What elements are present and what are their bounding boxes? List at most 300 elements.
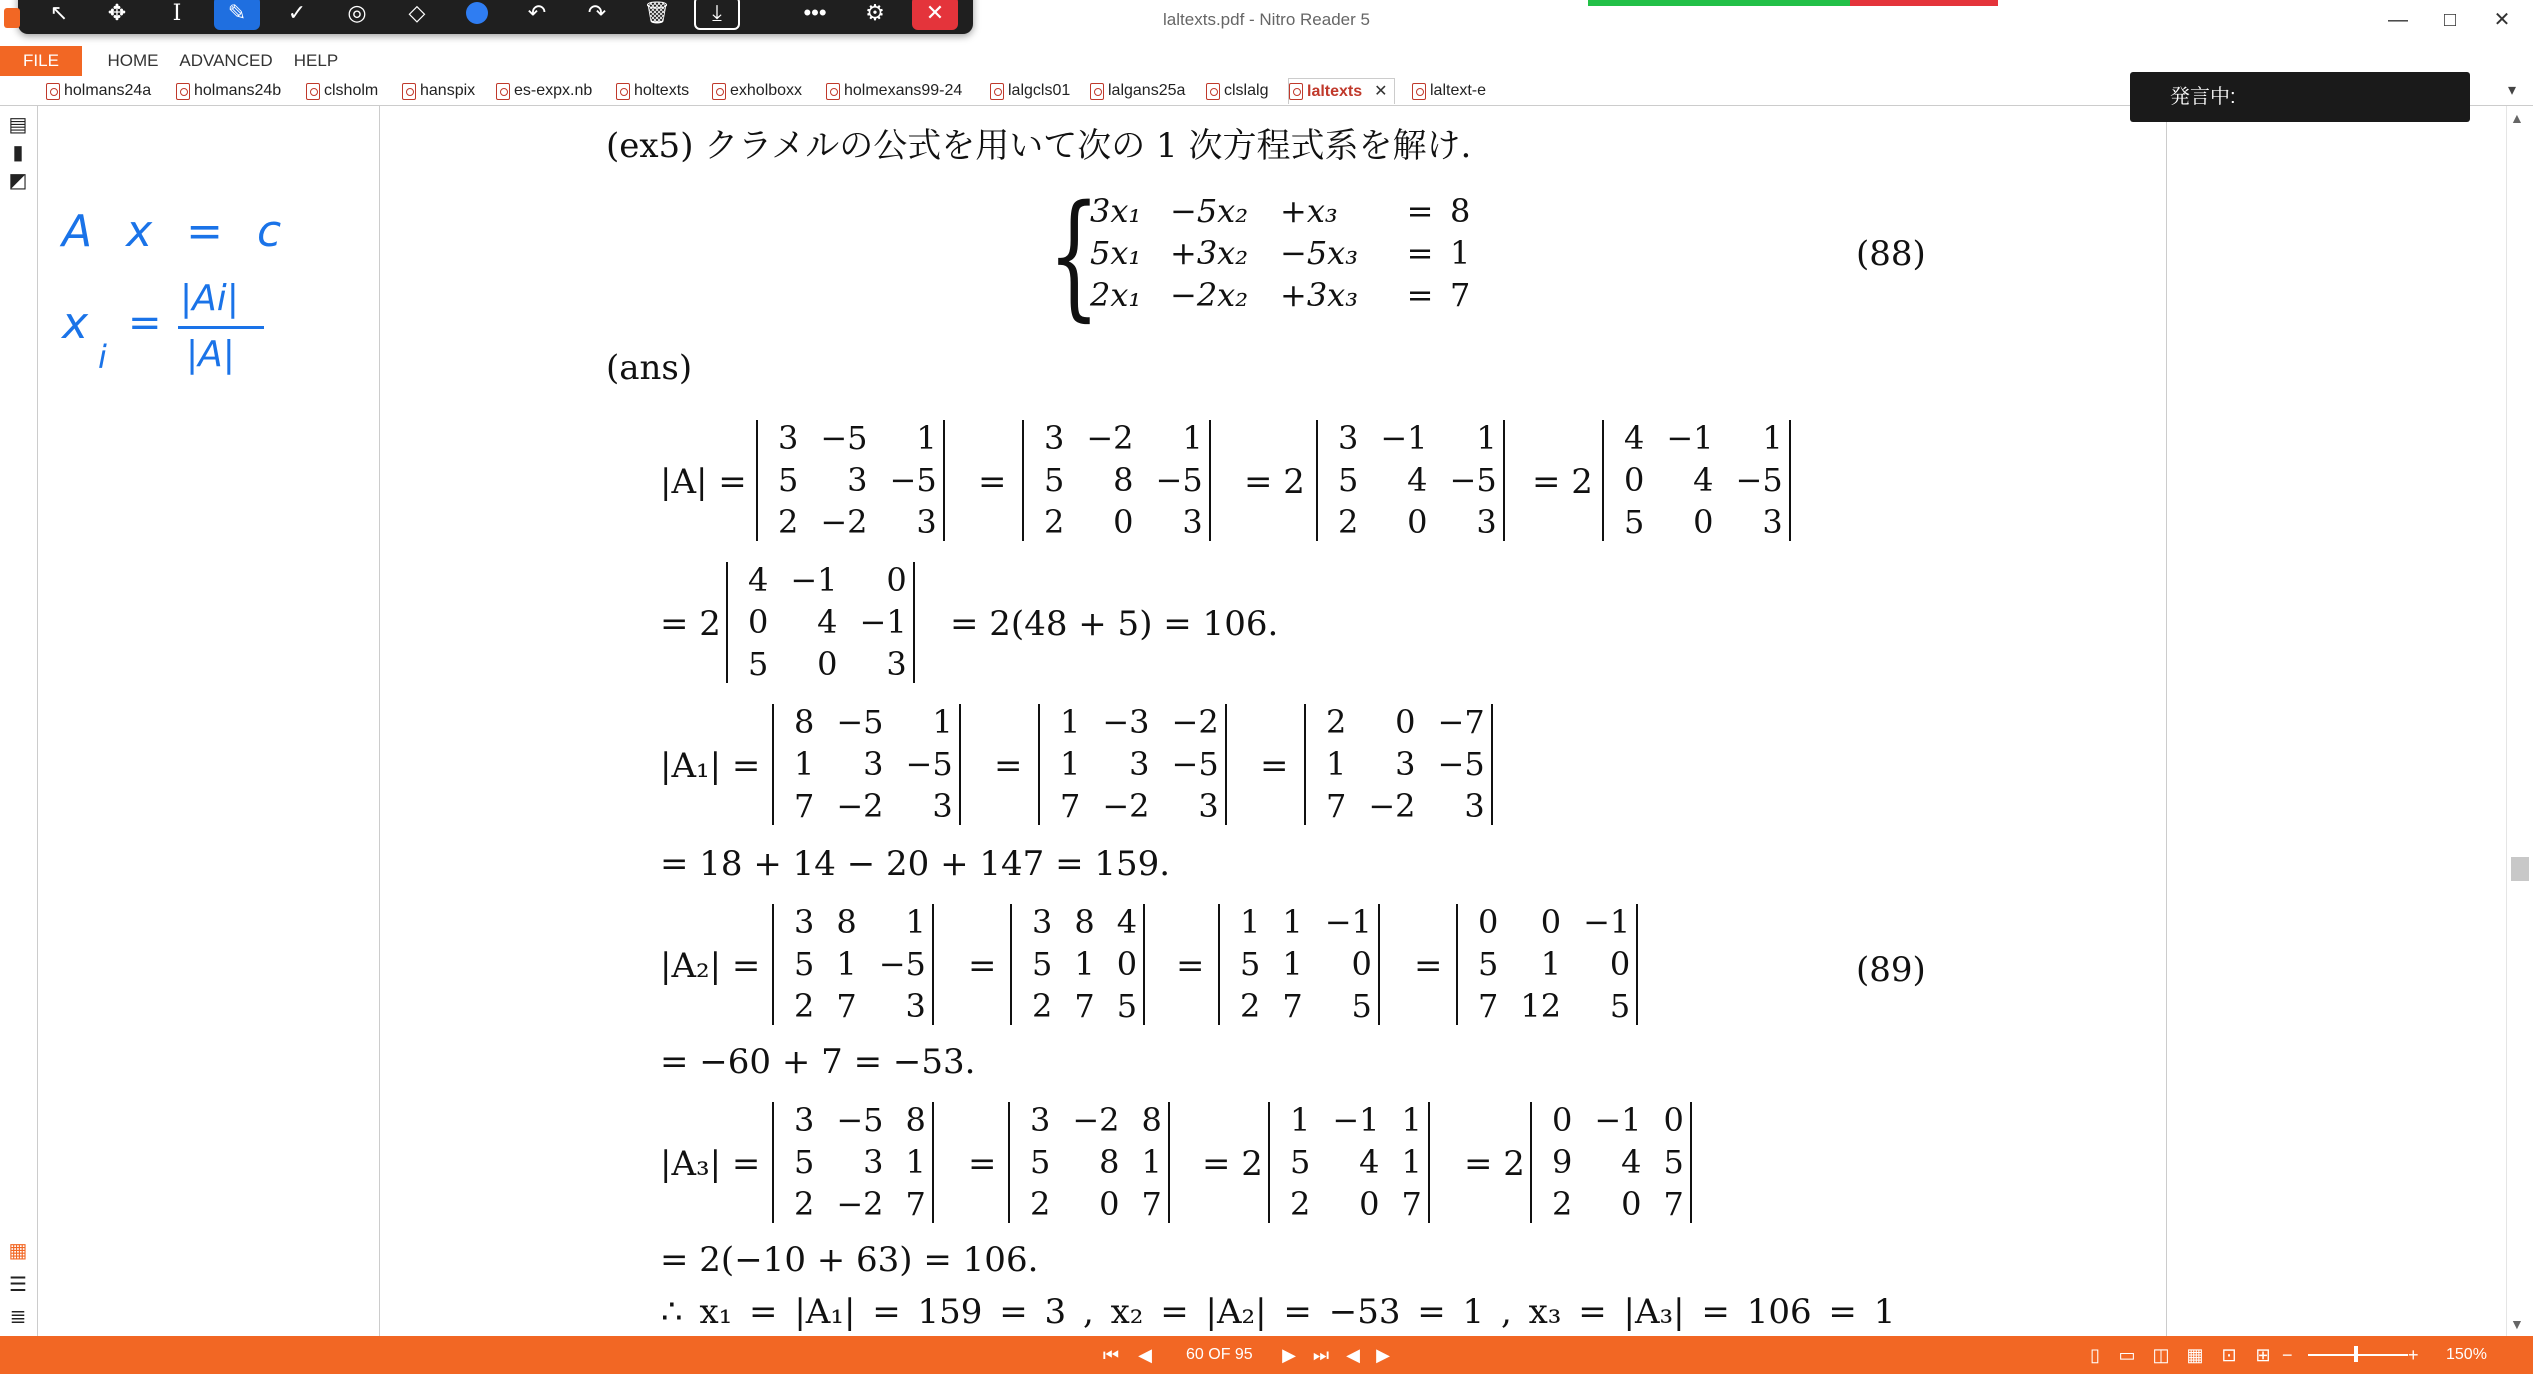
- matrix-entry: 4: [748, 561, 769, 599]
- color-dot-icon[interactable]: [454, 0, 500, 30]
- matrix-entry: 3: [1182, 503, 1203, 541]
- share-indicator-green: [1588, 0, 1850, 6]
- matrix-entry: 0: [1624, 461, 1645, 499]
- tab-advanced[interactable]: ADVANCED: [179, 51, 273, 70]
- matrix-grid: [1012, 904, 1143, 1025]
- matrix-entry: 3: [1395, 745, 1416, 783]
- maximize-button[interactable]: □: [2443, 9, 2457, 31]
- det-A2-result: = −60 + 7 = −53.: [660, 1042, 976, 1082]
- pdf-icon: [1206, 83, 1220, 100]
- system-term: −5x₃: [1280, 234, 1359, 272]
- matrix-entry: 7: [1282, 987, 1303, 1025]
- matrix-entry: 3: [794, 1101, 815, 1139]
- matrix-entry: 0: [886, 561, 907, 599]
- system-term: 3x₁: [1090, 192, 1142, 230]
- determinant-bar-right: [932, 904, 934, 1025]
- matrix: [772, 704, 961, 825]
- matrix-entry: 2: [1326, 703, 1347, 741]
- matrix-entry: 7: [1478, 987, 1499, 1025]
- single-page-icon[interactable]: ▯: [2090, 1344, 2100, 1365]
- matrix-entry: −5: [889, 461, 937, 499]
- matrix-entry: 3: [1198, 787, 1219, 825]
- left-tool-strip: [0, 106, 38, 1336]
- matrix-entry: 8: [905, 1101, 926, 1139]
- system-term: 2x₁: [1090, 276, 1142, 314]
- check-icon[interactable]: ✓: [287, 0, 307, 25]
- comments-icon[interactable]: ◩: [8, 169, 28, 192]
- system-term: +3x₃: [1280, 276, 1359, 314]
- matrix-entry: 0: [817, 645, 838, 683]
- pdf-icon: [402, 83, 416, 100]
- matrix-entry: −2: [1072, 1101, 1120, 1139]
- matrix-entry: 8: [1074, 903, 1095, 941]
- matrix: [1038, 704, 1227, 825]
- matrix-entry: 2: [778, 503, 799, 541]
- det-A1-result: = 18 + 14 − 20 + 147 = 159.: [660, 844, 1171, 884]
- matrix-entry: 3: [778, 419, 799, 457]
- determinant-bar-right: [1491, 704, 1493, 825]
- matrix-entry: −1: [790, 561, 838, 599]
- window-title: laltexts.pdf - Nitro Reader 5: [1163, 10, 1370, 29]
- matrix-entry: 2: [1290, 1185, 1311, 1223]
- matrix-grid: [1306, 704, 1491, 825]
- det-A-result: = 2(48 + 5) = 106.: [950, 604, 1279, 644]
- ink-note-i: i: [98, 338, 107, 376]
- matrix-entry: −5: [1449, 461, 1497, 499]
- matrix-grid: [1040, 704, 1225, 825]
- matrix-entry: 2: [1044, 503, 1065, 541]
- eraser-icon[interactable]: ◇: [408, 0, 426, 25]
- matrix-grid: [1010, 1102, 1168, 1223]
- matrix-entry: 3: [1030, 1101, 1051, 1139]
- doc-tab[interactable]: holmans24b: [176, 78, 281, 104]
- matrix-entry: 12: [1520, 987, 1562, 1025]
- equation-system: [1090, 192, 1490, 314]
- matrix-entry: 1: [1074, 945, 1095, 983]
- last-page-icon[interactable]: ⏭: [1312, 1344, 1330, 1365]
- matrix-entry: 5: [1663, 1143, 1684, 1181]
- matrix: [772, 904, 934, 1025]
- download-icon[interactable]: ⤓: [694, 0, 740, 30]
- facing-icon[interactable]: ◫: [2152, 1344, 2170, 1365]
- fullscreen-icon[interactable]: ⊞: [2255, 1344, 2271, 1365]
- pdf-icon: [1412, 83, 1426, 100]
- matrix: [1218, 904, 1380, 1025]
- target-icon[interactable]: ◎: [347, 0, 367, 25]
- matrix-entry: −1: [1594, 1101, 1642, 1139]
- redo-icon[interactable]: ↷: [587, 0, 607, 25]
- matrix-entry: 7: [836, 987, 857, 1025]
- close-toolbar-icon[interactable]: ✕: [912, 0, 958, 30]
- doc-tab[interactable]: holmans24a: [46, 78, 151, 104]
- move-icon[interactable]: ✥: [107, 0, 127, 25]
- matrix-entry: 0: [1395, 703, 1416, 741]
- matrix-entry: 1: [1060, 703, 1081, 741]
- problem-statement: (ex5) クラメルの公式を用いて次の 1 次方程式系を解け.: [606, 126, 1472, 166]
- system-term: =: [1406, 234, 1434, 272]
- pdf-icon: [826, 83, 840, 100]
- determinant-bar-right: [1209, 420, 1211, 541]
- matrix-entry: 1: [1476, 419, 1497, 457]
- matrix-entry: −2: [1368, 787, 1416, 825]
- matrix-entry: 5: [794, 1143, 815, 1181]
- page-indicator[interactable]: 60 OF 95: [1186, 1346, 1253, 1363]
- system-term: −2x₂: [1170, 276, 1249, 314]
- equals-sign: =: [968, 1144, 997, 1184]
- matrix-entry: −2: [836, 787, 884, 825]
- matrix-entry: 0: [1407, 503, 1428, 541]
- vertical-scrollbar[interactable]: [2506, 106, 2533, 1336]
- close-tab-icon[interactable]: ✕: [1374, 82, 1388, 100]
- det-A2-label: |A₂| =: [660, 946, 761, 986]
- fit-width-icon[interactable]: ⊡: [2221, 1344, 2237, 1365]
- matrix-entry: −1: [1583, 903, 1631, 941]
- left-brace: {: [1048, 177, 1100, 335]
- system-term: 5x₁: [1090, 234, 1142, 272]
- matrix-entry: 0: [1540, 903, 1562, 941]
- matrix-grid: [1220, 904, 1378, 1025]
- output-icon[interactable]: ≣: [9, 1305, 27, 1328]
- equals-sign: =: [994, 746, 1023, 786]
- matrix-entry: −5: [1155, 461, 1203, 499]
- doc-tab[interactable]: holtexts: [616, 78, 689, 104]
- matrix-entry: 4: [1624, 419, 1645, 457]
- determinant-bar-right: [1168, 1102, 1170, 1223]
- matrix-grid: [1604, 420, 1789, 541]
- matrix-entry: 1: [1762, 419, 1783, 457]
- determinant-bar-right: [1503, 420, 1505, 541]
- matrix-entry: 7: [905, 1185, 926, 1223]
- matrix-entry: 3: [863, 745, 884, 783]
- matrix-entry: 1: [1401, 1143, 1422, 1181]
- matrix-entry: 0: [748, 603, 769, 641]
- matrix-entry: −2: [1086, 419, 1134, 457]
- matrix-entry: 1: [836, 945, 857, 983]
- tab-help[interactable]: HELP: [293, 51, 339, 70]
- matrix-entry: 0: [1359, 1185, 1380, 1223]
- matrix: [1268, 1102, 1430, 1223]
- matrix-entry: −2: [1102, 787, 1150, 825]
- matrix: [1008, 1102, 1170, 1223]
- pdf-icon: [176, 83, 190, 100]
- ink-note-den: |A|: [186, 334, 235, 375]
- ink-note-eq: =: [128, 300, 162, 346]
- matrix-entry: 1: [1326, 745, 1347, 783]
- zoom-slider-thumb[interactable]: [2354, 1346, 2358, 1362]
- matrix-entry: 5: [1030, 1143, 1051, 1181]
- matrix-entry: 2: [1552, 1185, 1573, 1223]
- equals-sign: =: [1414, 946, 1443, 986]
- det-A3-label: |A₃| =: [660, 1144, 761, 1184]
- matrix-entry: 5: [748, 645, 769, 683]
- system-term: =: [1406, 276, 1434, 314]
- matrix-entry: 0: [1621, 1185, 1642, 1223]
- matrix-entry: 5: [1338, 461, 1359, 499]
- matrix-grid: [774, 904, 932, 1025]
- matrix-entry: 2: [794, 1185, 815, 1223]
- matrix-entry: 2: [1338, 503, 1359, 541]
- final-answer-line: ∴ x₁ = |A₁| = 159 = 3 , x₂ = |A₂| = −53 = 1 , x₃ = |A₃| = 106 = 1: [661, 1292, 1896, 1332]
- matrix: [1010, 904, 1145, 1025]
- pdf-icon: [1090, 83, 1104, 100]
- matrix-entry: 1: [932, 703, 953, 741]
- equation-number-88: (88): [1856, 234, 1926, 274]
- system-term: 7: [1450, 276, 1471, 314]
- matrix-grid: [1270, 1102, 1428, 1223]
- pdf-icon: [616, 83, 630, 100]
- pdf-icon: [306, 83, 320, 100]
- matrix-grid: [1024, 420, 1209, 541]
- matrix-entry: 8: [1113, 461, 1134, 499]
- doc-tab[interactable]: clsholm: [306, 78, 378, 104]
- next-page-icon[interactable]: ▶: [1282, 1344, 1296, 1365]
- matrix-entry: 2: [794, 987, 815, 1025]
- minimize-button[interactable]: —: [2388, 9, 2408, 31]
- tabs-dropdown-icon[interactable]: ▾: [2508, 82, 2517, 99]
- equals-sign: =: [1176, 946, 1205, 986]
- speaking-indicator: 発言中:: [2130, 72, 2470, 122]
- continuous-icon[interactable]: ▭: [2118, 1344, 2136, 1365]
- matrix-entry: −1: [1324, 903, 1372, 941]
- matrix-entry: 7: [1326, 787, 1347, 825]
- matrix-entry: 1: [1060, 745, 1081, 783]
- matrix-entry: 2: [1032, 987, 1053, 1025]
- doc-tab[interactable]: es-expx.nb: [496, 78, 592, 104]
- answer-label: (ans): [606, 348, 693, 388]
- matrix: [726, 562, 915, 683]
- matrix-entry: −5: [836, 1101, 884, 1139]
- matrix-grid: [774, 704, 959, 825]
- matrix-entry: 5: [1032, 945, 1053, 983]
- matrix-entry: 2: [1240, 987, 1261, 1025]
- matrix-entry: 5: [1116, 987, 1138, 1025]
- doc-tab[interactable]: hanspix: [402, 78, 475, 104]
- matrix-grid: [1532, 1102, 1690, 1223]
- matrix-entry: 5: [1609, 987, 1631, 1025]
- matrix-entry: 1: [1182, 419, 1203, 457]
- forward-view-icon[interactable]: ▶: [1376, 1344, 1390, 1365]
- text-cursor-icon[interactable]: I: [172, 0, 182, 26]
- equals-two: = 2: [1202, 1144, 1263, 1184]
- matrix-entry: 1: [1141, 1143, 1162, 1181]
- matrix-entry: −5: [1437, 745, 1485, 783]
- matrix-entry: 0: [1663, 1101, 1684, 1139]
- previous-page-icon[interactable]: ◀: [1138, 1344, 1152, 1365]
- pdf-icon: [496, 83, 510, 100]
- matrix-entry: 3: [1464, 787, 1485, 825]
- matrix-entry: 3: [863, 1143, 884, 1181]
- matrix: [1530, 1102, 1692, 1223]
- matrix-grid: [1458, 904, 1636, 1025]
- zoom-out-button[interactable]: −: [2282, 1345, 2293, 1365]
- matrix-entry: −5: [1171, 745, 1219, 783]
- matrix-entry: 8: [836, 903, 857, 941]
- matrix-entry: −7: [1437, 703, 1485, 741]
- matrix-entry: 7: [1060, 787, 1081, 825]
- matrix-grid: [1318, 420, 1503, 541]
- determinant-bar-right: [943, 420, 945, 541]
- back-view-icon[interactable]: ◀: [1346, 1344, 1360, 1365]
- matrix-entry: 3: [905, 987, 926, 1025]
- matrix-entry: 0: [1113, 503, 1134, 541]
- doc-tab-active[interactable]: laltexts ✕: [1288, 78, 1395, 104]
- share-indicator-red: [1850, 0, 1998, 6]
- matrix-entry: 5: [778, 461, 799, 499]
- det-A1-label: |A₁| =: [660, 746, 761, 786]
- matrix-entry: 3: [1338, 419, 1359, 457]
- determinant-bar-right: [1428, 1102, 1430, 1223]
- determinant-bar-right: [932, 1102, 934, 1223]
- doc-tab[interactable]: laltext-e: [1412, 78, 1486, 104]
- matrix-entry: 4: [817, 603, 838, 641]
- determinant-bar-right: [959, 704, 961, 825]
- tab-file[interactable]: FILE: [0, 46, 82, 76]
- det-A-label: |A| =: [660, 462, 747, 502]
- matrix-entry: −2: [820, 503, 868, 541]
- matrix-entry: −3: [1102, 703, 1150, 741]
- matrix: [1304, 704, 1493, 825]
- scroll-down-icon[interactable]: ▼: [2510, 1316, 2524, 1332]
- matrix-entry: 0: [1116, 945, 1138, 983]
- matrix-entry: 3: [794, 903, 815, 941]
- matrix-entry: −5: [1735, 461, 1783, 499]
- determinant-bar-right: [913, 562, 915, 683]
- system-term: =: [1406, 192, 1434, 230]
- matrix-entry: 3: [932, 787, 953, 825]
- matrix-entry: −5: [878, 945, 926, 983]
- matrix: [1316, 420, 1505, 541]
- matrix-entry: 8: [1141, 1101, 1162, 1139]
- matrix-entry: 4: [1116, 903, 1138, 941]
- equals-sign: =: [978, 462, 1007, 502]
- pdf-icon: [46, 83, 60, 100]
- trash-icon[interactable]: 🗑: [643, 0, 671, 25]
- doc-tab[interactable]: exholboxx: [712, 78, 802, 104]
- matrix-entry: 1: [1540, 945, 1562, 983]
- matrix-entry: 5: [1351, 987, 1372, 1025]
- pen-icon[interactable]: ✎: [214, 0, 260, 30]
- matrix: [1602, 420, 1791, 541]
- scroll-up-icon[interactable]: ▲: [2510, 110, 2524, 126]
- matrix-entry: 5: [1624, 503, 1645, 541]
- zoom-slider[interactable]: [2308, 1354, 2408, 1356]
- zoom-level[interactable]: 150%: [2446, 1346, 2487, 1363]
- matrix-grid: [774, 1102, 932, 1223]
- ink-note-1: A x = c: [62, 206, 292, 257]
- matrix-entry: −5: [905, 745, 953, 783]
- system-term: 8: [1450, 192, 1471, 230]
- equals-two: = 2: [1464, 1144, 1525, 1184]
- matrix-entry: −2: [1171, 703, 1219, 741]
- matrix-entry: 1: [916, 419, 937, 457]
- first-page-icon[interactable]: ⏮: [1102, 1344, 1120, 1365]
- matrix-entry: 7: [794, 787, 815, 825]
- close-window-button[interactable]: ✕: [2493, 9, 2511, 31]
- equals-sign: =: [968, 946, 997, 986]
- matrix-entry: −1: [1332, 1101, 1380, 1139]
- scrollbar-thumb[interactable]: [2511, 857, 2529, 881]
- pointer-icon[interactable]: ↖: [49, 0, 69, 25]
- matrix-entry: 1: [905, 903, 926, 941]
- equation-number-89: (89): [1856, 950, 1926, 990]
- attachments-icon[interactable]: ▦: [8, 1239, 28, 1262]
- matrix-entry: 5: [1044, 461, 1065, 499]
- facing-continuous-icon[interactable]: ▦: [2186, 1344, 2204, 1365]
- more-icon[interactable]: •••: [803, 0, 827, 25]
- matrix-entry: 3: [916, 503, 937, 541]
- ink-fraction-line: [178, 326, 264, 329]
- matrix-entry: −2: [836, 1185, 884, 1223]
- pdf-icon: [990, 83, 1004, 100]
- app-logo: [4, 8, 20, 28]
- user-settings-icon[interactable]: ⚙: [865, 0, 885, 25]
- matrix-entry: 5: [1478, 945, 1499, 983]
- matrix-entry: 3: [1032, 903, 1053, 941]
- matrix-grid: [758, 420, 943, 541]
- matrix: [1022, 420, 1211, 541]
- matrix-entry: 3: [1762, 503, 1783, 541]
- matrix-entry: 3: [1476, 503, 1497, 541]
- equals-two: = 2: [1532, 462, 1593, 502]
- matrix-entry: 1: [905, 1143, 926, 1181]
- matrix-entry: −1: [1380, 419, 1428, 457]
- doc-tab[interactable]: lalgans25a: [1090, 78, 1185, 104]
- undo-icon[interactable]: ↶: [527, 0, 547, 25]
- matrix-entry: 0: [1609, 945, 1631, 983]
- matrix: [772, 1102, 934, 1223]
- system-term: 1: [1450, 234, 1471, 272]
- det-A3-result: = 2(−10 + 63) = 106.: [660, 1240, 1039, 1280]
- matrix-entry: 0: [1693, 503, 1714, 541]
- pdf-icon: [1289, 83, 1303, 100]
- doc-tab[interactable]: lalgcls01: [990, 78, 1070, 104]
- layers-icon[interactable]: ☰: [9, 1273, 27, 1296]
- determinant-bar-right: [1789, 420, 1791, 541]
- ink-note-num: |Ai|: [180, 278, 239, 319]
- equals-two: = 2: [660, 604, 721, 644]
- determinant-bar-right: [1690, 1102, 1692, 1223]
- matrix-entry: 5: [1240, 945, 1261, 983]
- matrix-entry: 0: [1351, 945, 1372, 983]
- matrix-entry: 1: [1282, 903, 1303, 941]
- zoom-in-button[interactable]: +: [2408, 1345, 2419, 1365]
- tab-home[interactable]: HOME: [107, 51, 159, 70]
- matrix-entry: 4: [1359, 1143, 1380, 1181]
- pdf-icon: [712, 83, 726, 100]
- matrix-entry: 3: [1129, 745, 1150, 783]
- matrix-entry: 7: [1663, 1185, 1684, 1223]
- matrix: [756, 420, 945, 541]
- matrix-entry: 8: [794, 703, 815, 741]
- matrix-entry: 0: [1552, 1101, 1573, 1139]
- matrix-entry: 4: [1407, 461, 1428, 499]
- matrix-entry: 0: [1099, 1185, 1120, 1223]
- equals-sign: =: [1260, 746, 1289, 786]
- matrix-grid: [728, 562, 913, 683]
- matrix-entry: 0: [1478, 903, 1499, 941]
- system-term: −5x₂: [1170, 192, 1249, 230]
- matrix-entry: 1: [1290, 1101, 1311, 1139]
- doc-tab[interactable]: clslalg: [1206, 78, 1268, 104]
- system-term: +x₃: [1280, 192, 1338, 230]
- matrix-entry: 7: [1141, 1185, 1162, 1223]
- matrix-entry: 3: [847, 461, 868, 499]
- doc-tab[interactable]: holmexans99-24: [826, 78, 962, 104]
- matrix-entry: 1: [1240, 903, 1261, 941]
- determinant-bar-right: [1636, 904, 1638, 1025]
- pages-panel-icon[interactable]: ▤: [8, 113, 28, 136]
- bookmarks-icon[interactable]: ▮: [12, 141, 24, 164]
